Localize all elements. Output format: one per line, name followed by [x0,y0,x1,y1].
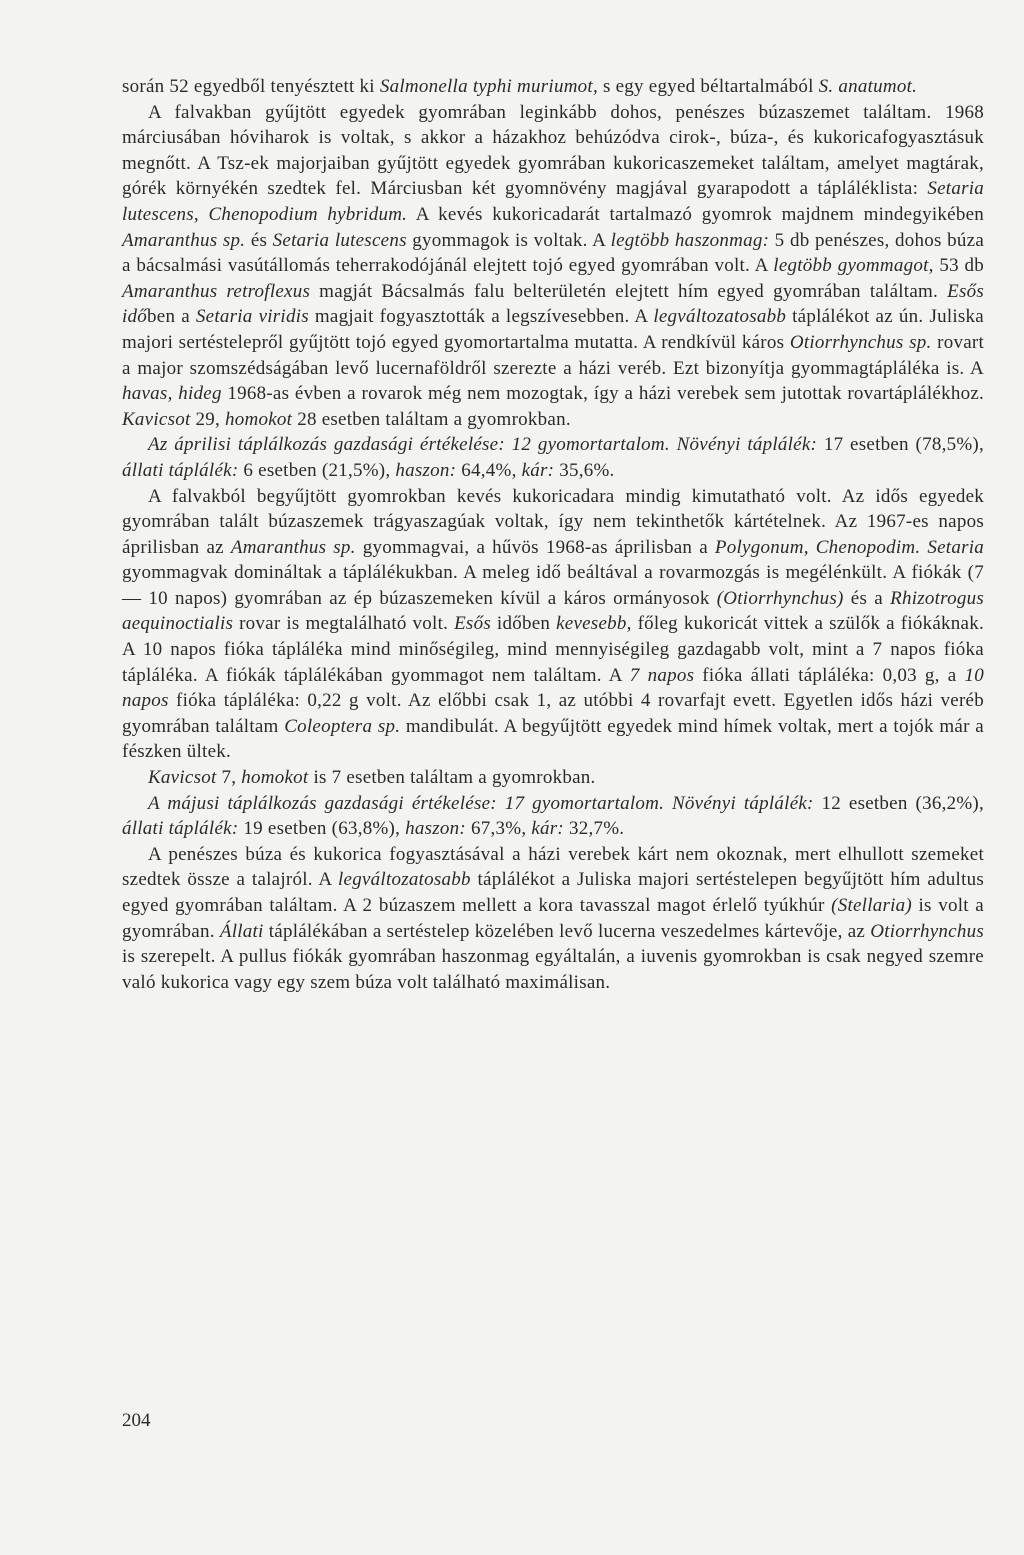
text-run: 35,6%. [554,459,615,481]
italic-term: haszon: [395,459,457,481]
text-run: 1968-as évben a rovarok még nem mozogtak, így a házi verebek sem jutottak rovartáplálékhoz. [221,383,985,405]
text-run: és a [843,587,891,609]
italic-term: A májusi táplálkozás gazdasági értékelése: 17 gyomortartalom. Növényi táplálék: [148,792,814,814]
text-run: 17 esetben (78,5%), [817,434,984,456]
paragraph-1 [122,74,984,100]
italic-term: (Stellaria) [831,895,912,916]
italic-term: legtöbb gyommagot, [773,255,934,277]
paragraph-april-evaluation [122,432,984,483]
italic-term: Setaria lutescens [272,229,407,251]
italic-term: Otiorrhynchus [870,920,984,942]
text-run: táplálékában a sertéstelep közelében levő lucerna veszedelmes kártevője, az [263,920,871,942]
text-run: is szerepelt. A pullus fiókák gyomrában haszonmag egyáltalán, a iuvenis gyomrokban is csak negyed szemre való kukorica vagy egy szem búza volt található maximálisan. [122,946,984,993]
italic-term: Otiorrhynchus sp. [789,331,932,353]
text-run: és [245,229,273,251]
text-run: fióka tápláléka: 0,22 g volt. Az előbbi csak 1, az utóbbi 4 rovarfajt evett. Egyetlen idős házi veréb gyomrában találtam [122,690,984,737]
text-run: is volt a gyomrában. [122,895,984,942]
text-run: 12 esetben (36,2%), [813,792,984,814]
text-run: gyommagvak domináltak a táplálékukban. A meleg idő beáltával a rovarmozgás is megélénkült. A fiókák (7 — 10 napos) gyomrában az ép búzaszemeken kívül a káros ormányosok [122,562,984,609]
text-run: A kevés kukoricadarát tartalmazó gyomrok majdnem mindegyikében [407,203,985,225]
text-run: rovar is megtalálható volt. [233,613,455,635]
italic-term: Rhizotrogus aequinoctialis [122,587,984,635]
italic-term: legtöbb haszonmag: [610,229,770,251]
text-run: 32,7%. [563,818,625,840]
italic-term: legváltozatosabb [653,306,787,328]
italic-term: Salmonella typhi muriumot, [379,76,598,97]
italic-term: Amaranthus sp. [230,536,356,558]
italic-term: homokot [241,767,309,789]
paragraph-7 [122,842,984,996]
text-run: ben a [147,306,196,328]
text-run: A penészes búza és kukorica fogyasztásával a házi verebek kárt nem okoznak, mert elhullott szemeket szedtek össze a talajról. A [122,843,984,891]
text-run: gyommagvai, a hűvös 1968-as áprilisban a [355,536,715,558]
text-run: 7, [216,767,242,789]
text-run: 6 esetben (21,5%), [238,459,396,481]
text-run: főleg kukoricát vittek a szülők a fiókáknak. A 10 napos fióka táplálékа mind minőségileg, mind mennyiségileg gazdagabb volt, mint a 7 napos fióka tápláléka. A fiókák táplálékában gyommagot nem találtam. A [122,613,984,686]
italic-term: Polygonum, Chenopodim. Setaria [714,536,985,558]
paragraph-5 [122,765,984,791]
body-text [122,74,984,995]
italic-term: Kavicsot [122,408,191,430]
text-run: fióka állati tápláléka: 0,03 g, a [694,664,965,686]
text-run: A falvakból begyűjtött gyomrokban kevés kukoricadara mindig kimutatható volt. Az idős egyedek gyomrában talált búzaszemek trágyaszagúak voltak, így nem tekinthetők kártételnek. Az 1967-es napos áprilisban az [122,485,984,558]
italic-term: legváltozatosabb [338,869,471,891]
italic-term: Kavicsot [148,767,217,789]
italic-term: Amaranthus sp. [122,229,246,251]
text-run: 64,4%, [456,459,522,481]
italic-term: 7 napos [629,664,695,686]
text-run: rovart a major szomszédságában levő lucernaföldről szerezte a házi veréb. Ezt bizonyítja gyommagtápláléka is. A [122,331,984,379]
italic-term: haszon: [405,818,466,840]
text-run: gyommagok is voltak. A [406,229,611,251]
text-run: 28 esetben találtam a gyomrokban. [292,408,571,430]
italic-term: állati táplálék: [122,818,239,840]
text-run: 5 db penészes, dohos búza a bácsalmási vasútállomás teherrakodójánál elejtett tojó egyed gyomrában volt. A [122,229,985,277]
text-run: A falvakban gyűjtött egyedek gyomrában leginkább dohos, penészes búzaszemet találtam. 1968 márciusában hóviharok is voltak, s akkor a házakhoz behúzódva cirok-, búza-, és kukoricafogyasztásuk megnőtt. A Tsz-ek majorjaiban gyűjtött egyedek gyomrában kukoricaszemeket találtam, amelyet magtárak, górék környékén szedtek fel. Márciusban két gyomnövény magjával gyarapodott a tápláléklista: [122,101,984,200]
text-run: s egy egyed béltartalmából [597,76,819,97]
text-run: mandibulát. A begyűjtött egyedek mind hímek voltak, mert a tojók már a fészken ültek. [122,715,984,763]
italic-term: havas, hideg [122,383,222,405]
italic-term: állati táplálék: [122,459,239,481]
text-run: is 7 esetben találtam a gyomrokban. [308,767,596,789]
text-run: táplálékot az ún. Juliska majori sertéstelepről gyűjtött tojó egyed gyomortartalma mutatta. A rendkívül káros [122,306,984,353]
text-run: során 52 egyedből tenyésztett ki [122,76,380,97]
italic-term: Coleoptera sp. [284,715,401,737]
italic-term: Esős [454,613,491,635]
paragraph-4 [122,484,984,766]
italic-term: kevesebb, [556,613,632,635]
italic-term: Állati [219,920,264,942]
italic-term: homokot [225,408,293,430]
italic-term: S. anatumot. [818,76,918,97]
italic-term: Setaria lutescens, Chenopodium hybridum. [122,178,984,225]
italic-term: kár: [521,459,555,481]
text-run: 19 esetben (63,8%), [238,818,406,840]
italic-term: 10 napos [122,664,984,712]
italic-term: Amaranthus retroflexus [122,280,311,302]
text-run: 67,3%, [466,818,532,840]
paragraph-2 [122,100,984,433]
italic-term: Esős idő [122,280,984,328]
text-run: táplálékot a Juliska majori sertéstelepen begyűjtött hím adultus egyed gyomrában találtam. A 2 búzaszem mellett a kora tavasszal magot érlelő tyúkhúr [122,869,984,916]
italic-term: (Otiorrhynchus) [716,587,844,609]
text-run: 53 db [933,255,985,277]
text-run: magjait fogyasztották a legszívesebben. A [308,306,654,328]
paragraph-may-evaluation [122,791,984,842]
text-run: 29, [190,408,225,430]
page-number: 204 [122,1410,151,1431]
text-run: időben [490,613,557,635]
italic-term: Setaria viridis [195,306,309,328]
italic-term: kár: [531,818,564,840]
italic-term: Az áprilisi táplálkozás gazdasági értékelése: 12 gyomortartalom. Növényi táplálék: [148,434,818,456]
text-run: magját Bácsalmás falu belterületén elejtett hím egyed gyomrában találtam. [310,280,948,302]
